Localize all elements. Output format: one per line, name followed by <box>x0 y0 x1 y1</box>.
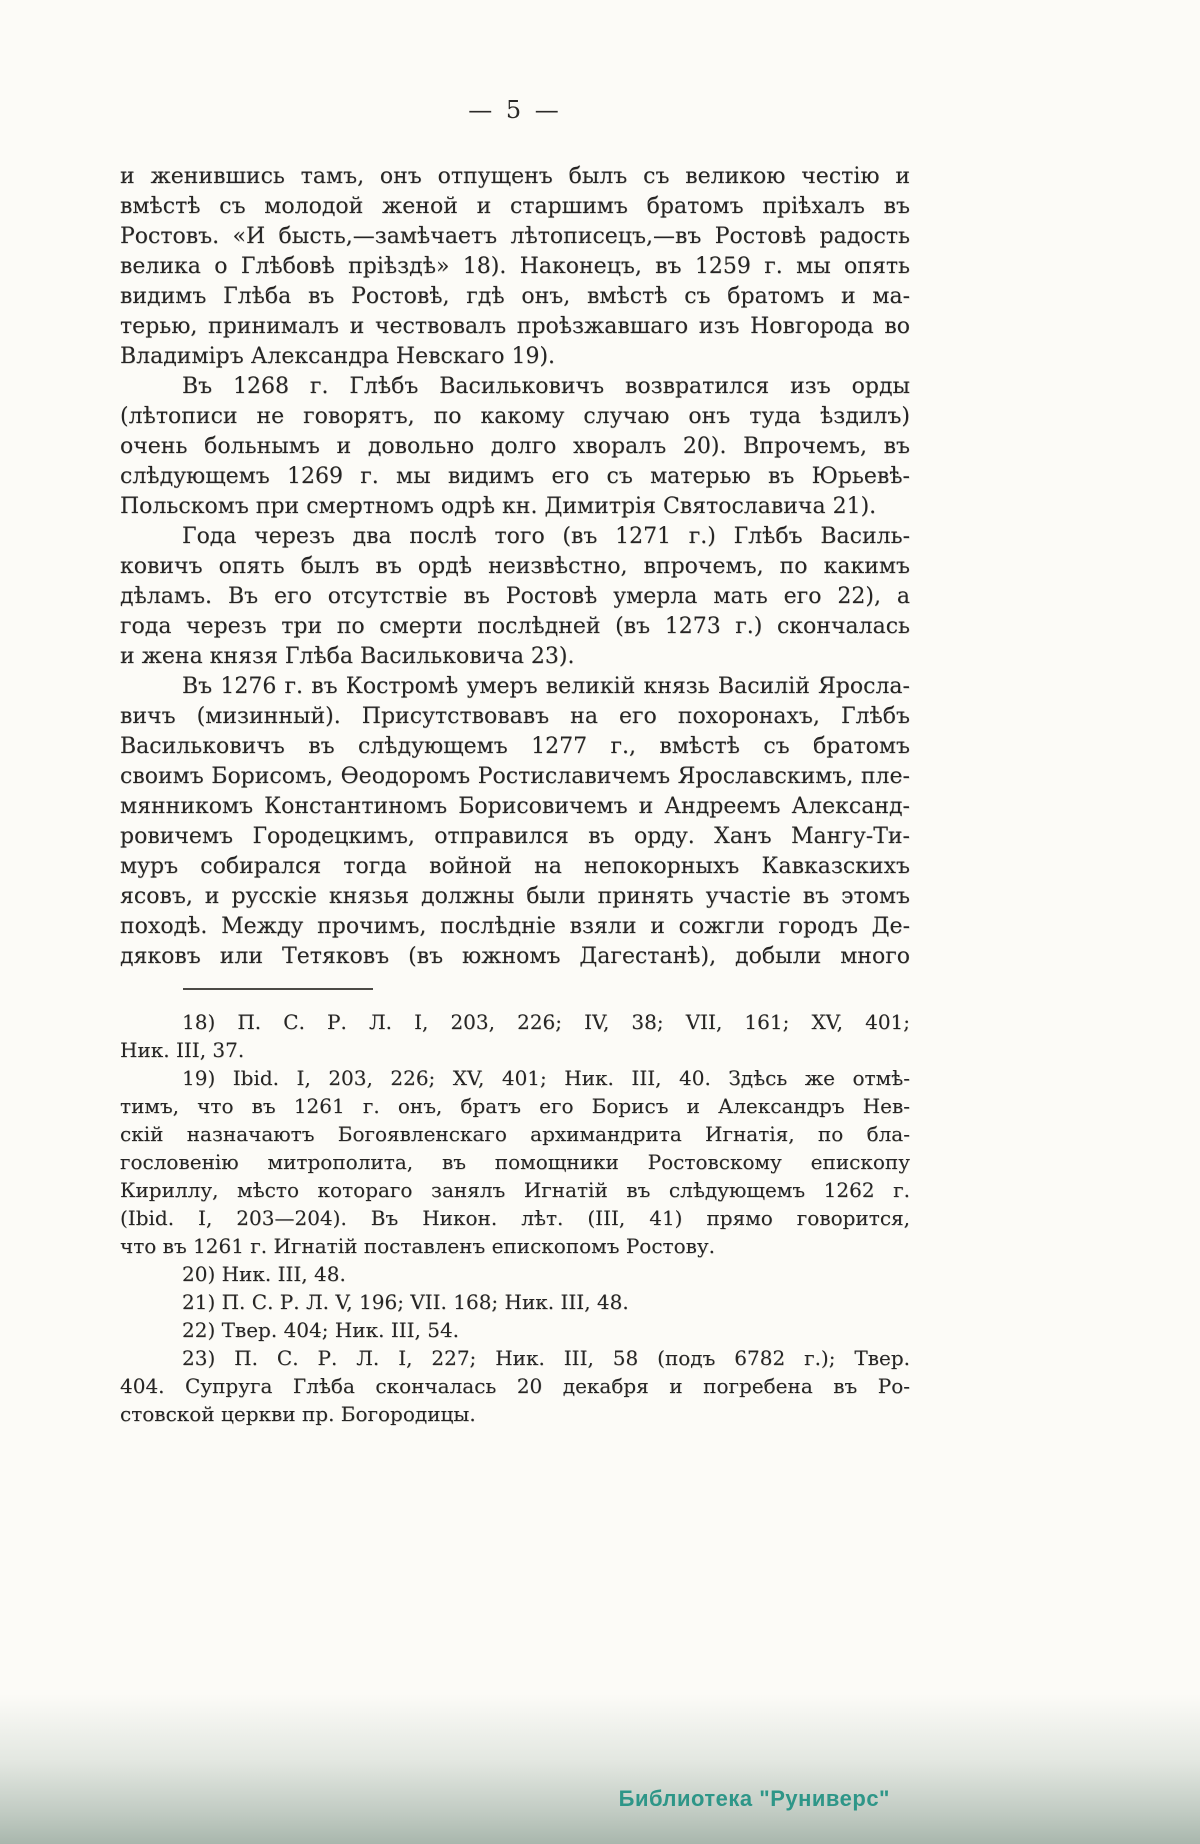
paragraph <box>120 672 910 972</box>
text-line: вмѣстѣ съ молодой женой и старшимъ братомъ пріѣхалъ въ <box>120 194 910 219</box>
text-line: что въ 1261 г. Игнатій поставленъ епископомъ Ростову. <box>120 1234 716 1258</box>
footnote-20 <box>120 1260 910 1288</box>
text-line: слѣдующемъ 1269 г. мы видимъ его съ матерью въ Юрьевѣ- <box>120 464 910 489</box>
text-line: Ростовъ. «И бысть,—замѣчаетъ лѣтописецъ,—въ Ростовѣ радость <box>120 224 910 249</box>
text-line: Кириллу, мѣсто котораго занялъ Игнатій въ слѣдующемъ 1262 г. <box>120 1178 910 1202</box>
text-line: тимъ, что въ 1261 г. онъ, братъ его Борисъ и Александръ Нев- <box>120 1094 910 1118</box>
text-line: Ник. III, 37. <box>120 1038 245 1062</box>
text-line: своимъ Борисомъ, Ѳеодоромъ Ростиславичемъ Ярославскимъ, пле- <box>120 764 910 789</box>
text-line: Въ 1276 г. въ Костромѣ умеръ великій князь Василій Яросла- <box>182 674 910 699</box>
text-line: походѣ. Между прочимъ, послѣдніе взяли и сожгли городъ Де- <box>120 914 910 939</box>
text-line: 21) П. С. Р. Л. V, 196; VII. 168; Ник. III, 48. <box>182 1290 629 1314</box>
paragraph <box>120 372 910 522</box>
text-line: Васильковичъ въ слѣдующемъ 1277 г., вмѣстѣ съ братомъ <box>120 734 910 759</box>
text-line: года черезъ три по смерти послѣдней (въ 1273 г.) скончалась <box>120 614 910 639</box>
text-line: ясовъ, и русскіе князья должны были принять участіе въ этомъ <box>120 884 910 909</box>
text-line: вичъ (мизинный). Присутствовавъ на его похоронахъ, Глѣбъ <box>120 704 910 729</box>
text-line: муръ собирался тогда войной на непокорныхъ Кавказскихъ <box>120 854 910 879</box>
text-line: терью, принималъ и чествовалъ проѣзжавшаго изъ Новгорода во <box>120 314 910 339</box>
footnote-23 <box>120 1344 910 1428</box>
text-line: дѣламъ. Въ его отсутствіе въ Ростовѣ умерла мать его 22), а <box>120 584 910 609</box>
text-line: гословенію митрополита, въ помощники Ростовскому епископу <box>120 1150 910 1174</box>
text-line: (лѣтописи не говорятъ, по какому случаю онъ туда ѣздилъ) <box>120 404 910 429</box>
text-line: 19) Ibid. I, 203, 226; XV, 401; Ник. III, 40. Здѣсь же отмѣ- <box>182 1066 910 1090</box>
text-line: 404. Супруга Глѣба скончалась 20 декабря и погребена въ Ро- <box>120 1374 910 1398</box>
text-line: скій назначаютъ Богоявленскаго архимандрита Игнатія, по бла- <box>120 1122 910 1146</box>
paragraph <box>120 162 910 372</box>
text-line: дяковъ или Тетяковъ (въ южномъ Дагестанѣ), добыли много <box>120 944 910 969</box>
text-line: стовской церкви пр. Богородицы. <box>120 1402 476 1426</box>
text-line: Польскомъ при смертномъ одрѣ кн. Димитрія Святославича 21). <box>120 494 877 519</box>
footnote-21 <box>120 1288 910 1316</box>
text-line: 18) П. С. Р. Л. I, 203, 226; IV, 38; VII, 161; XV, 401; <box>182 1010 910 1034</box>
text-line: и жена князя Глѣба Васильковича 23). <box>120 644 575 669</box>
runivers-watermark: Библиотека "Руниверс" <box>618 1786 890 1811</box>
text-line: видимъ Глѣба въ Ростовѣ, гдѣ онъ, вмѣстѣ съ братомъ и ма- <box>120 284 910 309</box>
text-line: очень больнымъ и довольно долго хворалъ 20). Впрочемъ, въ <box>120 434 910 459</box>
text-line: 23) П. С. Р. Л. I, 227; Ник. III, 58 (подъ 6782 г.); Твер. <box>182 1346 910 1370</box>
footnote-separator <box>183 988 373 990</box>
text-line: ровичемъ Городецкимъ, отправился въ орду. Ханъ Мангу-Ти- <box>120 824 910 849</box>
text-line: 22) Твер. 404; Ник. III, 54. <box>182 1318 460 1342</box>
text-line: Въ 1268 г. Глѣбъ Васильковичъ возвратился изъ орды <box>182 374 910 399</box>
text-line: ковичъ опять былъ въ ордѣ неизвѣстно, впрочемъ, по какимъ <box>120 554 910 579</box>
page-number: — 5 — <box>468 96 562 124</box>
text-line: 20) Ник. III, 48. <box>182 1262 346 1286</box>
scan-footer-gradient <box>0 1694 1200 1844</box>
footnote-22 <box>120 1316 910 1344</box>
text-line: мянникомъ Константиномъ Борисовичемъ и Андреемъ Александ- <box>120 794 910 819</box>
text-line: (Ibid. I, 203—204). Въ Никон. лѣт. (III, 41) прямо говорится, <box>120 1206 910 1230</box>
footnote-18 <box>120 1008 910 1064</box>
footnote-19 <box>120 1064 910 1260</box>
main-text <box>120 162 910 972</box>
text-line: Года черезъ два послѣ того (въ 1271 г.) Глѣбъ Василь- <box>182 524 910 549</box>
text-line: и женившись тамъ, онъ отпущенъ былъ съ великою честію и <box>120 164 910 189</box>
text-line: Владиміръ Александра Невскаго 19). <box>120 344 556 369</box>
text-line: велика о Глѣбовѣ пріѣздѣ» 18). Наконецъ, въ 1259 г. мы опять <box>120 254 910 279</box>
paragraph <box>120 522 910 672</box>
footnotes <box>120 1008 910 1428</box>
